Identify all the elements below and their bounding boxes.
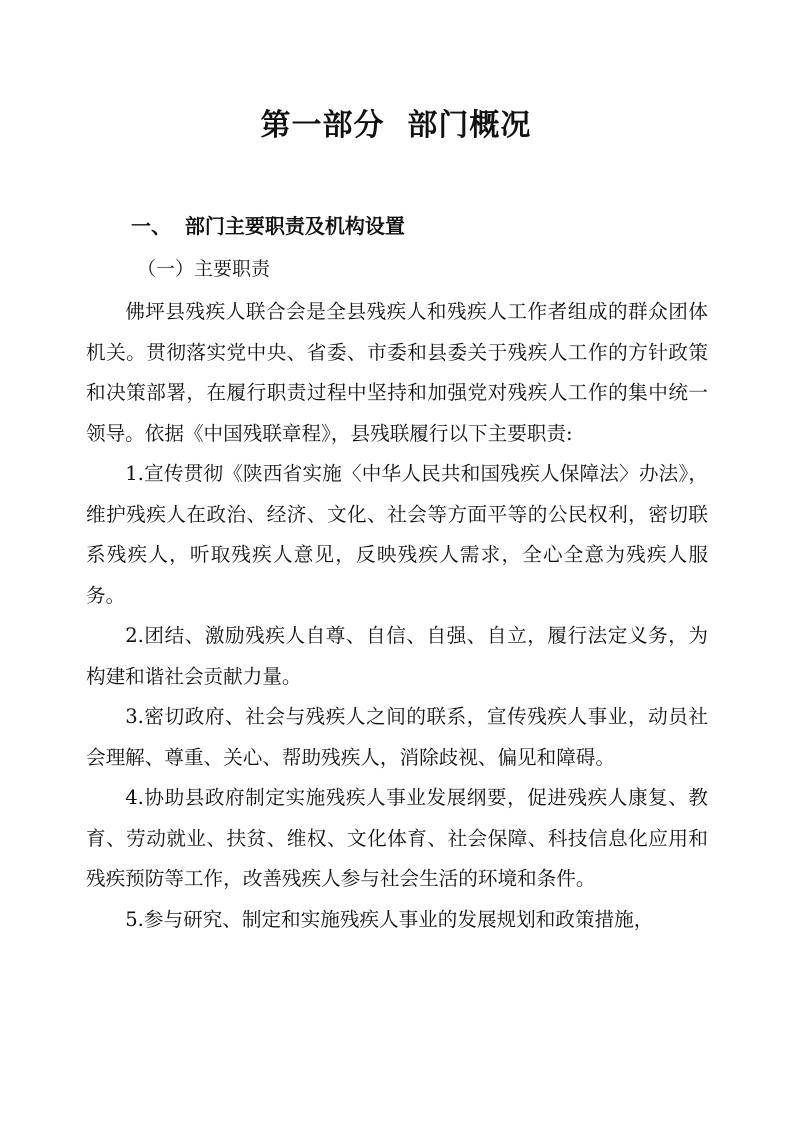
duty-item-4: 4.协助县政府制定实施残疾人事业发展纲要，促进残疾人康复、教育、劳动就业、扶贫、维权、文化体育、社会保障、科技信息化应用和残疾预防等工作，改善残疾人参与社会生活的环境和条件。 — [86, 786, 708, 890]
duty-item-1: 1.宣传贯彻《陕西省实施〈中华人民共和国残疾人保障法〉办法》，维护残疾人在政治、经济、文化、社会等方面平等的公民权利，密切联系残疾人，听取残疾人意见，反映残疾人需求，全心全意为残疾人服务。 — [86, 462, 708, 607]
duty-item-5: 5.参与研究、制定和实施残疾人事业的发展规划和政策措施， — [125, 907, 654, 931]
intro-paragraph: 佛坪县残疾人联合会是全县残疾人和残疾人工作者组成的群众团体机关。贯彻落实党中央、省委、市委和县委关于残疾人工作的方针政策和决策部署，在履行职责过程中坚持和加强党对残疾人工作的集中统一领导。依据《中国残联章程》，县残联履行以下主要职责: — [86, 300, 708, 445]
body-text — [86, 292, 708, 940]
duty-item-2: 2.团结、激励残疾人自尊、自信、自强、自立，履行法定义务，为构建和谐社会贡献力量。 — [86, 624, 708, 688]
page-title: 第一部分 部门概况 — [260, 108, 532, 143]
subsection-heading: （一）主要职责 — [137, 258, 271, 280]
section-heading: 一、 部门主要职责及机构设置 — [131, 214, 405, 238]
duty-item-3: 3.密切政府、社会与残疾人之间的联系，宣传残疾人事业，动员社会理解、尊重、关心、帮助残疾人，消除歧视、偏见和障碍。 — [86, 705, 708, 769]
